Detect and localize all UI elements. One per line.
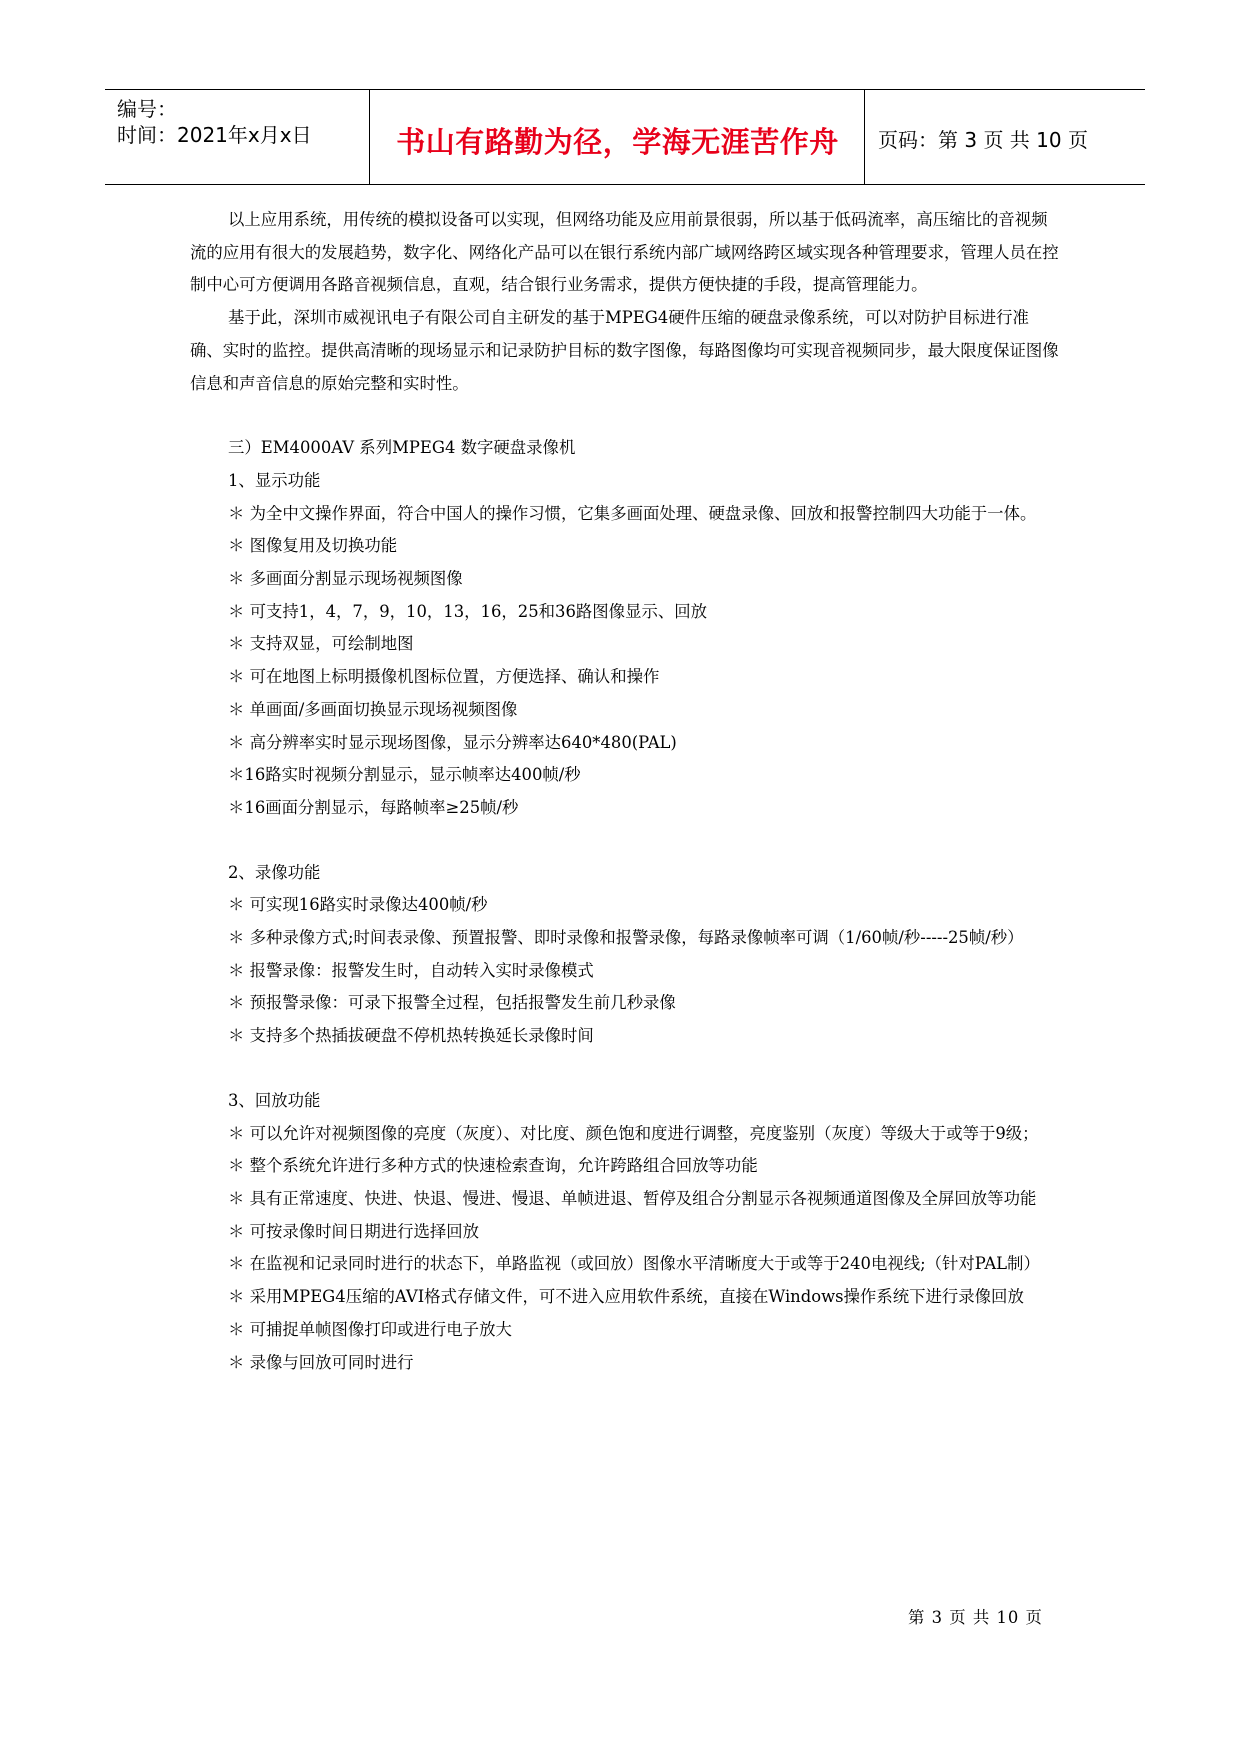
list-item: ＊ 可实现16路实时录像达400帧/秒: [228, 895, 488, 915]
document-time-label: 时间：2021年x月x日: [117, 123, 312, 147]
list-item: ＊ 可支持1，4，7，9，10，13，16，25和36路图像显示、回放: [228, 601, 708, 621]
list-item: ＊ 图像复用及切换功能: [228, 536, 398, 556]
list-item: ＊ 可捕捉单帧图像打印或进行电子放大: [228, 1319, 512, 1339]
header-table: [105, 89, 1145, 185]
header-page-label: 页码：第 3 页 共 10 页: [878, 128, 1088, 152]
list-item: ＊ 在监视和记录同时进行的状态下，单路监视（或回放）图像水平清晰度大于或等于240电视线;（针对PAL制）: [228, 1254, 1040, 1274]
list-item: ＊ 录像与回放可同时进行: [228, 1352, 414, 1372]
document-number-label: 编号：: [117, 97, 177, 121]
list-item: ＊ 高分辨率实时显示现场图像，显示分辨率达640*480(PAL): [228, 732, 677, 752]
list-item: ＊ 可在地图上标明摄像机图标位置，方便选择、确认和操作: [228, 667, 660, 687]
list-item: ＊ 多种录像方式;时间表录像、预置报警、即时录像和报警录像，每路录像帧率可调（1/60帧/秒-----25帧/秒）: [228, 928, 1024, 948]
document-body: [190, 204, 1060, 1379]
list-item: ＊ 单画面/多画面切换显示现场视频图像: [228, 699, 518, 719]
display-function-title: 1、显示功能: [228, 470, 321, 490]
header-center-cell: [371, 90, 865, 184]
list-item: ＊ 支持多个热插拔硬盘不停机热转换延长录像时间: [228, 1026, 594, 1046]
paragraph-intro: 以上应用系统，用传统的模拟设备可以实现，但网络功能及应用前景很弱，所以基于低码流率，高压缩比的音视频流的应用有很大的发展趋势，数字化、网络化产品可以在银行系统内部广域网络跨区域实现各种管理要求，管理人员在控制中心可方便调用各路音视频信息，直观，结合银行业务需求，提供方便快捷的手段，提高管理能力。: [190, 210, 1059, 295]
list-item: ＊ 可按录像时间日期进行选择回放: [228, 1221, 480, 1241]
list-item: ＊ 为全中文操作界面，符合中国人的操作习惯，它集多画面处理、硬盘录像、回放和报警控制四大功能于一体。: [228, 503, 1037, 523]
list-item: ＊ 具有正常速度、快进、快退、慢进、慢退、单帧进退、暂停及组合分割显示各视频通道图像及全屏回放等功能: [228, 1188, 1037, 1208]
header-slogan: 书山有路勤为径，学海无涯苦作舟: [396, 125, 839, 159]
list-item: ＊ 支持双显，可绘制地图: [228, 634, 414, 654]
list-item: ＊ 报警录像：报警发生时，自动转入实时录像模式: [228, 960, 594, 980]
section-title: 三）EM4000AV 系列MPEG4 数字硬盘录像机: [228, 438, 576, 458]
list-item: ＊ 可以允许对视频图像的亮度（灰度）、对比度、颜色饱和度进行调整，亮度鉴别（灰度）等级大于或等于9级；: [228, 1123, 1039, 1143]
list-item: ＊ 多画面分割显示现场视频图像: [228, 569, 463, 589]
header-left-cell: [105, 90, 370, 184]
list-item: ＊ 采用MPEG4压缩的AVI格式存储文件，可不进入应用软件系统，直接在Windows操作系统下进行录像回放: [228, 1287, 1024, 1307]
list-item: ＊16路实时视频分割显示，显示帧率达400帧/秒: [228, 765, 581, 785]
page-footer: 第 3 页 共 10 页: [908, 1608, 1043, 1627]
list-item: ＊ 整个系统允许进行多种方式的快速检索查询，允许跨路组合回放等功能: [228, 1156, 758, 1176]
playback-function-title: 3、回放功能: [228, 1090, 321, 1110]
list-item: ＊ 预报警录像：可录下报警全过程，包括报警发生前几秒录像: [228, 993, 676, 1013]
header-right-cell: [866, 90, 1145, 184]
record-function-title: 2、录像功能: [228, 862, 321, 882]
list-item: ＊16画面分割显示，每路帧率≥25帧/秒: [228, 797, 519, 817]
paragraph-company: 基于此，深圳市威视讯电子有限公司自主研发的基于MPEG4硬件压缩的硬盘录像系统，可以对防护目标进行准确、实时的监控。提供高清晰的现场显示和记录防护目标的数字图像，每路图像均可实现音视频同步，最大限度保证图像信息和声音信息的原始完整和实时性。: [190, 308, 1059, 393]
